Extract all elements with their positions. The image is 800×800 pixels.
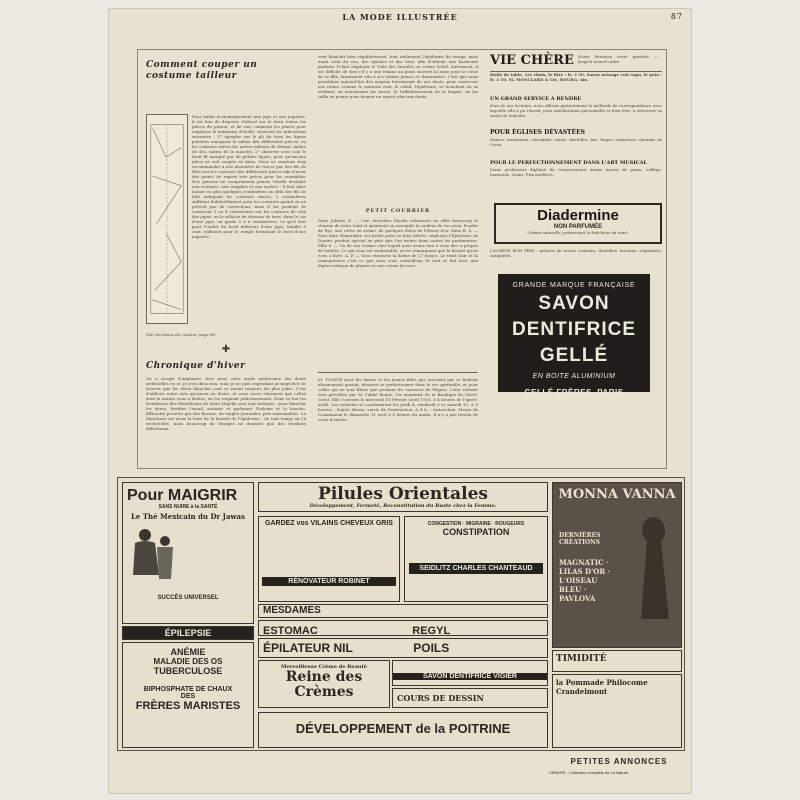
ad-timidite: TIMIDITÉ: [552, 650, 682, 672]
petit-courrier-body: Mme Juliette D. — Une chevelure blonde rehaussée en effet beaucoup le charme de votre teint et ajusterait ou assouplir la couleur de vos yeux. Poudre de Ryz, une cérée en crème, de quelques fioles de l'Heure d'or. Mme B. S. — Pour faire disparaître ces petits poils ou bien follets, employez l'Épilatoire de Dusser, produit spécial en pâte que l'on trouve dans toutes les parfumeries. Mlle S. — Un de nos voisins chez lequel nous avons tant à vous dire à propos de toilette. Ce qui vous est souhaitable, en ne remarquant que la beauté qu'on vous a faite. A. P. — Vous réussirez la forme de 27 francs. Le teint clair et la transparence c'est ce que nous vous conseillons; le tout se fait avec une légère infusion de plantes et une crème de rose.: [318, 218, 478, 268]
epilateur-label: ÉPILATEUR NIL: [263, 641, 353, 655]
art-musical-body: Jeune professeur diplômé du Conservatoire donne leçons de piano, solfège, harmonie, chant. Prix modérés.: [490, 167, 662, 177]
maigrir-illustration: [127, 525, 177, 585]
running-title: LA MODE ILLUSTRÉE: [342, 12, 458, 22]
reine-l1: Merveilleuse Crème de Beauté: [281, 664, 367, 670]
article-title-costume: Comment couper un costume tailleur: [146, 60, 258, 81]
seidlitz-name: SEIDLITZ CHARLES CHANTEAUD: [409, 563, 543, 574]
ad-developpement-poitrine: DÉVELOPPEMENT de la POITRINE: [258, 712, 548, 748]
vie-chere-title: VIE CHÈRE: [490, 53, 574, 68]
ad-epilateur-nil: [258, 638, 548, 658]
ad-anemie: [122, 642, 254, 748]
pattern-diagram: [146, 114, 188, 324]
ad-cheveux-gris: [258, 516, 400, 602]
vie-chere-side: Notre livraison reste gratuite — jusqu'à nouvel ordre: [577, 54, 658, 64]
maigrir-product: Le Thé Mexicain du Dr Jawas: [131, 512, 245, 521]
reine-l2: Reine des Crèmes: [285, 669, 363, 700]
ad-diadermine: [494, 203, 662, 244]
figure-caption: Voir les tissus de couleur, page 89.: [146, 332, 217, 337]
monna-list: MAGNATIC · LILAS D'OR · L'OISEAU BLEU · PAVLOVA: [559, 558, 611, 603]
ad-savon-gelle: [498, 274, 650, 397]
ad-mesdames: MESDAMES: [258, 604, 548, 618]
article-costume-body: Pour tailler économiquement une jupe et une jaquette, il est bon de disposer d'abord sur le tissu toutes les pièces du patron, et de voir comment les placer pour employer le minimum d'étoffe; observer les indications suivantes : 1° épingler sur le pli du tissu les lignes pointées marquant le milieu des différentes pièces, ou les contours suivis des autres milieux du devant, milieu du dos, milieu de la manche, 2° observer avec soin le droit fil marqué par de petites lignes, pour qu'aucune pièce ne soit coupée en biais. Nous ne saurions trop recommander à nos abonnées de tracer par des fils de bâti tous les contours des différentes pièces afin d'avoir des points de repère très précis pour les assembler. Nos patrons ne comprennent jamais l'étoffe destinée aux coutures, aux rempliés et aux ourlets : il faut donc laisser en plus quelques centimètres au delà des fils de bâti indiquant les contours exacts; 2 centimètres suffisent habituellement pour les coutures quand on ne prévoit pas de corrections, mais il est prudent de conserver 3 ou 4 centimètres sur les coutures de côté des jupes, ou le relâche du dessous de bras; dans le cas d'une jupe, on garde 5 à 6 centimètres, ce qu'il faut pour l'ourlet du bord inférieur d'une jupe, famille 3 cent. suffisent pour le rempli terminant le bord d'une jaquette.: [192, 114, 306, 239]
estomac-label: ESTOMAC: [263, 625, 318, 636]
editorial-column-3-ads: [490, 54, 662, 464]
editorial-column-2: [318, 54, 478, 464]
ad-pommade: la Pommade Philocome Crandelmont: [552, 674, 682, 748]
service-body: d'un de nos lecteurs, nous offrons gratuitement la méthode de correspondance avec laquelle elle a pu réussir, pour amélioration personnelle et bien être, à retrouver sa santé de toujours.: [490, 103, 662, 118]
petites-vendre: VENDRE : Collection complète de La Nature.: [549, 770, 630, 775]
savon-box-line: EN BOITE ALUMINIUM: [532, 373, 616, 380]
pilules-title: Pilules Orientales: [318, 484, 488, 504]
maigrir-title: Pour MAIGRIR: [127, 487, 238, 504]
anemie-l2: MALADIE DES OS: [153, 657, 223, 666]
savon-word-2: DENTIFRICE: [512, 319, 636, 340]
article-chronique-body: On a essayé d'implanter chez nous cette mode américaine des dents artificielles en or. Je n'en dirai rien, mais je ne puis cependant m'empêcher de trouver que les dents blanches sont et seront toujours les plus jolies. C'est d'ailleurs notre avis qu'aucun ne doute, et vous savez sûrement que celles dont la nature vous a dotées, en les soignant judicieusement. Dans ce but les Dentifrices des Bénédictins du Mont Majella sont tout indiqués : pour blanchir les dents, fortifier l'émail, assainir et parfumer l'haleine et la bouche. Efficacité prouvée par des flacons, un emploi journalier, prix raisonnables. La blancheur est aussi la base de la beauté de l'épiderme : de tout temps on l'a recherchée, mais beaucoup de dosages ne donnent que des résultats défectueux.: [146, 376, 306, 431]
seidlitz-middle: CONSTIPATION: [442, 527, 510, 537]
cheveux-brand: RÉNOVATEUR ROBINET: [262, 577, 396, 586]
maigrir-bottom: SUCCÈS UNIVERSEL: [157, 595, 219, 601]
vie-chere-body: Huile de table, 1re choix, le litre : fr. 3 50. Savon ménage cuit sapo, le pain : fr. 2 50. M. MONCLARD & Cie, BOURG, Ain.: [490, 72, 662, 82]
monna-sub: DERNIÈRES CRÉATIONS: [559, 532, 601, 546]
monna-figure-illustration: [631, 513, 675, 623]
service-title: UN GRAND SERVICE A RENDRE: [490, 96, 582, 102]
poils-label: POILS: [413, 641, 450, 655]
achete-bon-prix: J'ACHÈTE BON PRIX : pelures de toutes couleurs, dentelles, boutons, argenterie, antiquités.: [490, 248, 662, 258]
ad-epilepsie: ÉPILEPSIE: [122, 626, 254, 640]
maigrir-sub: SANS NUIRE à la SANTÉ: [158, 504, 218, 510]
article-costume-block: [146, 84, 306, 332]
savon-top-line: GRANDE MARQUE FRANÇAISE: [512, 282, 636, 289]
diadermine-body: Crème naturelle, préservant la fraîcheur du teint.: [527, 230, 629, 235]
retraite-notice: M. TUASTE pour les dames et les jeunes filles qui, envoient par ce bulletin abonnement gratuit, désirent se perfectionner dans le vie spirituelle, et pour celles qui ne sont libres que pendant les vacances de Pâques. Cette retraite sera précédée par M. l'abbé Reims, 1re aumônier de la Basilique du Sacré-Cœur. Elle s'ouvrira le mercredi 16 Février (avril 1916, à 4 heures de l'après-midi). Les retraites se continueront les jeudi 4, vendredi 9 et samedi 10. A 5 heures : Sainte Messe, suivie de l'instruction. A 4 h. : Instruction. Messe de Communion le dimanche 11 avril à 8 heures du matin. Il n'y a pas besoin de carte d'entrée.: [318, 377, 478, 422]
ad-pour-maigrir: [122, 482, 254, 624]
anemie-l5: DES: [180, 693, 196, 700]
editorial-column-1: [146, 60, 306, 460]
eglises-title: POUR ÉGLISES DÉVASTÉES: [490, 129, 585, 136]
vigier-label: SAVON DENTIFRICE VIGIER: [393, 673, 547, 680]
article-title-chronique: Chronique d'hiver: [146, 361, 246, 371]
page-number: 87: [670, 12, 683, 21]
petites-annonces: [549, 757, 689, 775]
ad-estomac-regyl: [258, 620, 548, 636]
art-musical-title: POUR LE PERFECTIONNEMENT DANS L'ART MUSICAL: [490, 160, 648, 166]
cheveux-title: GARDEZ vos VILAINS CHEVEUX GRIS: [265, 520, 393, 527]
anemie-l6: FRÈRES MARISTES: [135, 700, 241, 712]
seidlitz-top: CONGESTION · MIGRAINE · ROUGEURS: [427, 521, 525, 527]
savon-word-3: GELLÉ: [539, 345, 609, 366]
magazine-page: [108, 8, 692, 794]
savon-maker: GELLÉ FRÈRES, PARIS: [524, 388, 624, 397]
ad-cours-dessin: COURS DE DESSIN: [392, 688, 548, 708]
column-rule: [318, 372, 478, 373]
savon-word-1: SAVON: [538, 293, 610, 314]
ad-savon-vigier: [392, 660, 548, 686]
pilules-sub: Développement, Fermeté, Reconstitution du Buste chez la Femme.: [309, 503, 497, 509]
anemie-l4: BIPHOSPHATE DE CHAUX: [143, 686, 233, 693]
ad-monna-vanna: [552, 482, 682, 648]
petites-heading: PETITES ANNONCES: [570, 757, 668, 766]
running-header: [109, 12, 691, 28]
ad-reine-cremes: [258, 660, 390, 708]
editorial-frame: [137, 49, 667, 469]
advertising-grid: [117, 477, 685, 751]
anemie-l1: ANÉMIE: [170, 647, 206, 657]
column-2-text: veut blanchir bien régulièrement, tout seulement l'épiderme du visage, mais aussi celui du cou, des épaules et des bras, afin d'obtenir une harmonie parfaite. Il faut employer le Voile des Vestales ou crème Soleil. Autrement, il est difficile de dire s'il y a une femme au point souvent la mine pour le cœur de sa fille, laissement vite à ses teintes jeunes et charmantes. C'est que nous possédons aujourd'hui des moyens fournissant de nos dents, pour conserver nos tissus, comme le mauvais vent, le soleil, l'épiderme, se bouchent ou se vivifient, en nourrissant les tissus. Si l'affaiblissement de la langue, on les taille en pointe pour donner un aspect plus aux dents.: [318, 54, 478, 99]
ad-pilules-orientales: [258, 482, 548, 512]
ad-vie-chere: [490, 54, 662, 72]
monna-title: MONNA VANNA: [558, 487, 676, 502]
petit-courrier-heading: PETIT COURRIER: [365, 208, 431, 214]
anemie-l3: TUBERCULOSE: [153, 666, 223, 676]
regyl-label: REGYL: [412, 625, 451, 636]
ad-seidlitz: [404, 516, 548, 602]
diadermine-name: Diadermine: [537, 207, 619, 224]
diadermine-subtitle: NON PARFUMÉE: [553, 224, 603, 230]
divider-ornament: ✚: [221, 344, 231, 355]
eglises-body: Dames, ornements, chasubles, aubes, dentelles, bas, linges, statuettes, chemins de Croix.: [490, 137, 662, 147]
